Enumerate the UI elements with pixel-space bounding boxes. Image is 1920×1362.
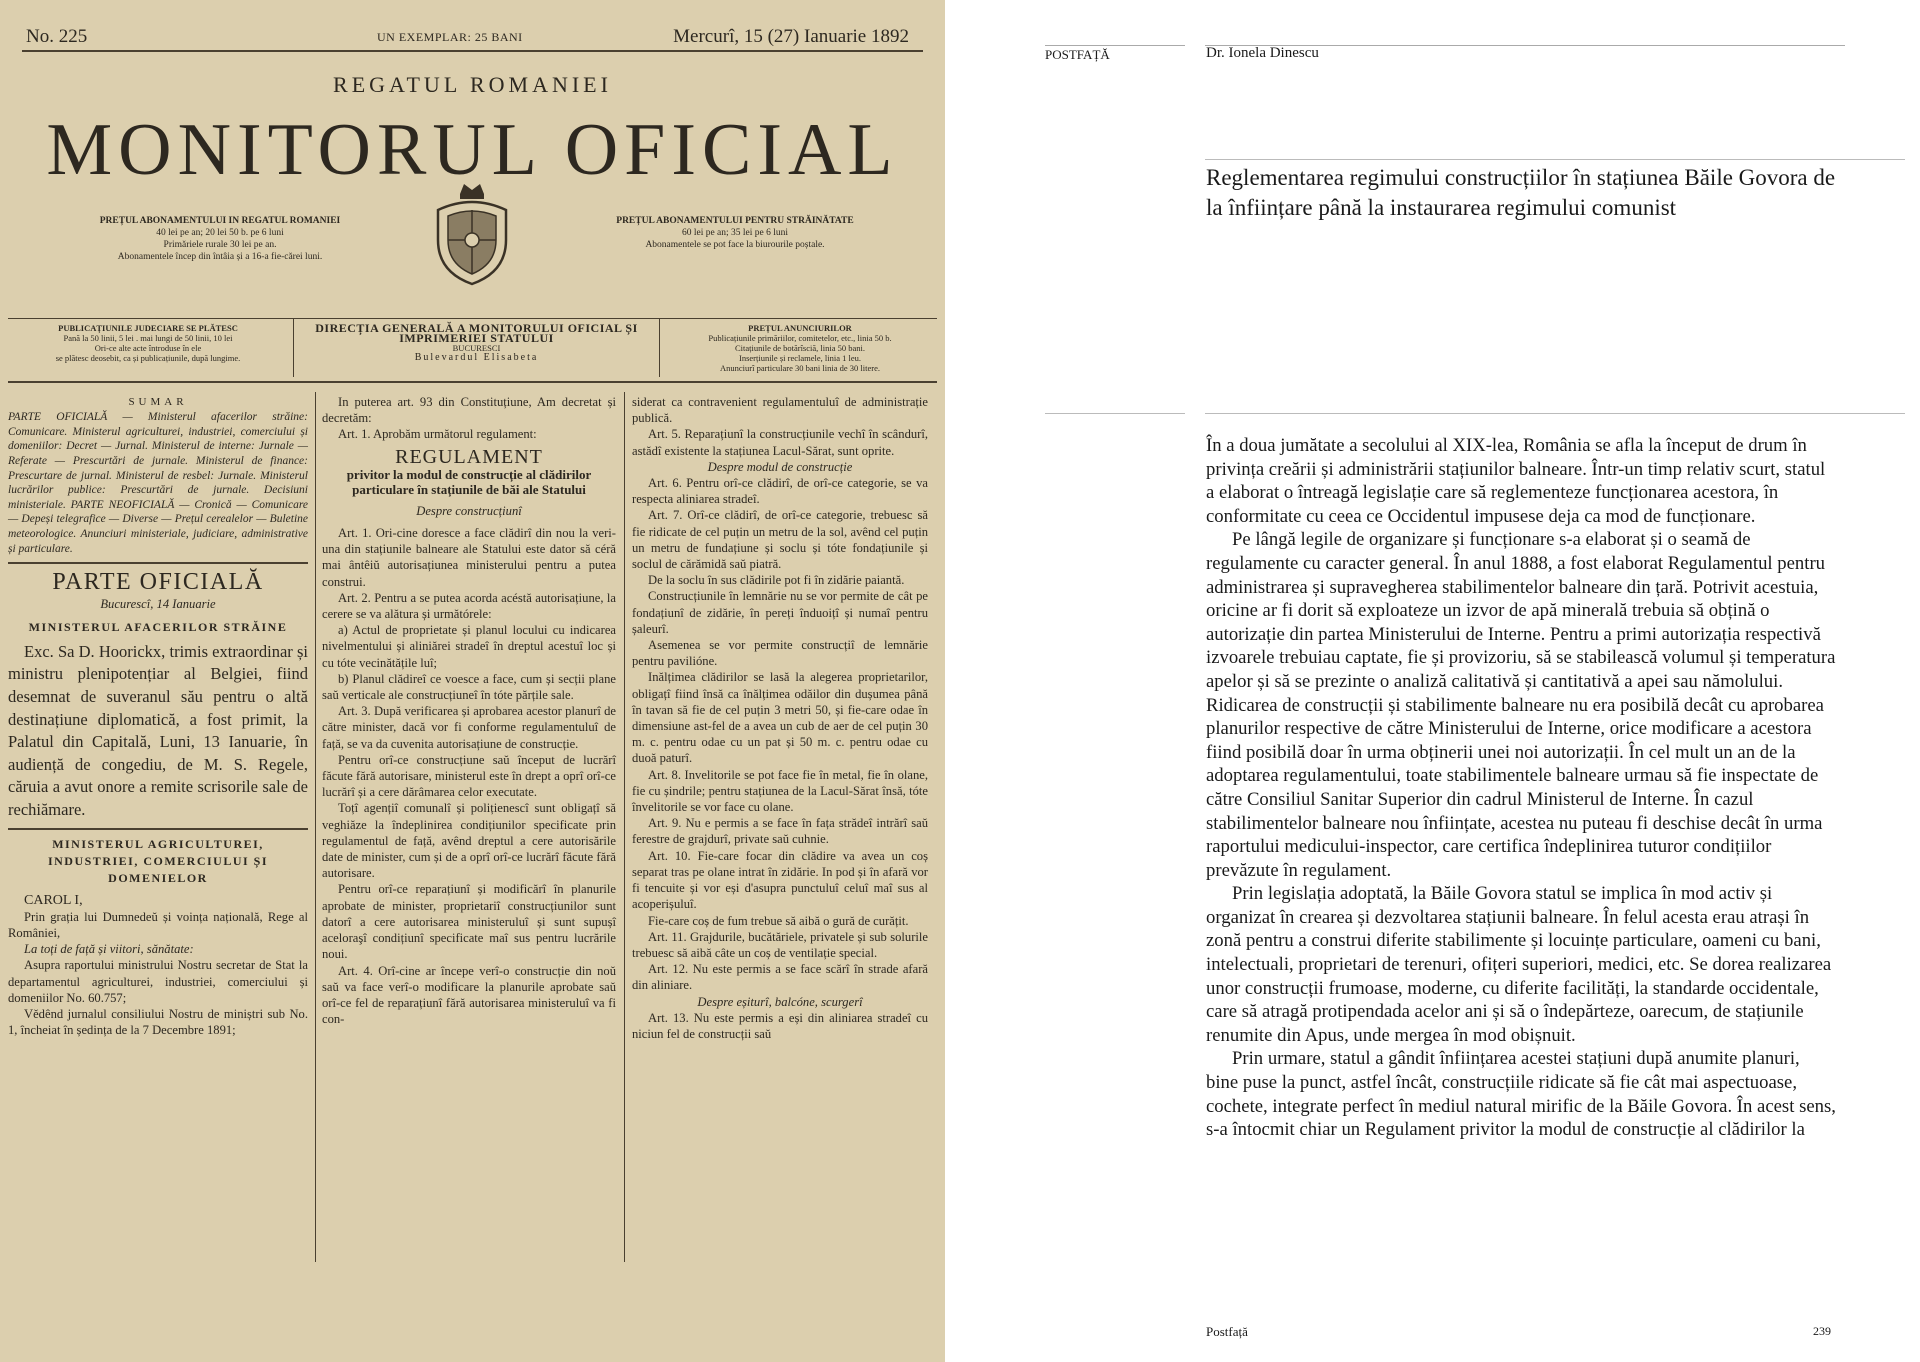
info-band (8, 318, 937, 383)
newspaper-page (0, 0, 945, 1362)
paragraph: Prin legislația adoptată, la Băile Govora statul se implica în mod activ și organizat în crearea și dezvoltarea stațiunii balneare. În felul acesta erau atrași în zonă pentru a construi diferite stabilimente și locuințe particulare, oameni cu bani, intelectuali, proprietari de terenuri, ofițeri superiori, medici, etc. Se dorea realizarea unor construcții frumoase, moderne, cu diferite facilități, la standarde occidentale, care să atragă protipendada acelor ani și să o îndepărteze, oarecum, de stațiunile renumite din Apus, unde mergea în mod obișnuit. (1206, 883, 1832, 1046)
article-text: a) Actul de proprietate și planul locului cu indicarea nivelmentului și aliniărei stradeî în dreptul acestuî loc și cu tóte vecinătățile luî; (322, 623, 616, 670)
issue-price: UN EXEMPLAR: 25 BANI (377, 30, 523, 44)
newspaper-column-3 (632, 394, 928, 1042)
divider (8, 562, 308, 564)
band-line: Pană la 50 linii, 5 lei . mai lungi de 50 linii, 10 lei (63, 333, 233, 343)
article-text: siderat ca contravenient regulamentuluî de administrație publică. (632, 395, 928, 426)
place-date: Bucurescî, 14 Ianuarie (100, 597, 216, 612)
paragraph: Prin urmare, statul a gândit înființarea acestei stațiuni după anumite planuri, bine puse la punct, astfel încât, construcțiile ridicate să fie cât mai aspectuoase, cochete, integrate perfect în mediul natural mirific de la Băile Govora. În acest sens, s-a întocmit chiar un Regulament privitor la modul de construcție al clădirilor la (1206, 1048, 1836, 1141)
issue-number: No. 225 (26, 26, 88, 47)
band-line: PUBLICAȚIUNILE JUDECIARE SE PLĂTESC (58, 323, 238, 333)
paragraph: În a doua jumătate a secolului al XIX-lea, România se afla la început de drum în privința creării și administrării stațiunilor balneare. Într-un timp relativ scurt, statul a elaborat o întreagă legislație care să reglementeze funcționarea acestora, în conformitate cu ceea ce Occidentul impusese deja ca mod de funcționare. (1206, 435, 1826, 527)
subs-line: Primăriele rurale 30 lei pe an. (163, 240, 277, 250)
subs-line: 60 lei pe an; 35 lei pe 6 luni (681, 228, 789, 238)
king-name: CAROL I, (24, 892, 83, 908)
subscription-foreign (580, 215, 890, 251)
subs-line: Abonamentele se pot face la biurourile poștale. (645, 240, 825, 250)
article-text: Inălțimea clădirilor se lasă la alegerea proprietarilor, obligațî fiind însă ca înălțimea odăilor din dușumea până în tavan să fie de cel puțin 3 metri 50, și fie-care odae în dimensiune ast-fel de a avea un cub de aer de cel puțin 30 m. c. pentru odae cu un pat și 50 m. c. pentru odae cu duoă paturî. (632, 670, 928, 766)
article-text: Asemenea se vor permite construcțiî de lemnărie pentru pavilióne. (632, 638, 928, 669)
book-page (945, 0, 1920, 1362)
decree-text: Vědênd jurnalul consiliului Nostru de miniștri sub No. 1, încheiat în ședința de la 7 Decembre 1891; (8, 1006, 308, 1038)
directorate (293, 319, 660, 377)
directorate-name: DIRECȚIA GENERALĂ A MONITORULUI OFICIAL ȘI IMPRIMERIEI STATULUI (315, 321, 638, 345)
divider (8, 828, 308, 830)
article-text: Art. 6. Pentru orî-ce clădirî, de orî-ce categorie, se va respecta aliniarea stradeî. (632, 476, 928, 507)
newspaper-column-2 (322, 394, 616, 1027)
band-line: Ori-ce alte acte întroduse în ele (94, 343, 202, 353)
issue-date: Mercurî, 15 (27) Ianuarie 1892 (673, 26, 909, 47)
author-name: Dr. Ionela Dinescu (1206, 45, 1319, 61)
official-part-heading: PARTE OFICIALĂ (52, 569, 264, 596)
article-text: Fie-care coș de fum trebue să aibă o gură de curățit. (648, 913, 909, 928)
body-text (1206, 434, 1836, 1142)
article-text: Art. 4. Orî-cine ar începe verî-o construcție din noŭ saŭ va face verî-o modificare la planurile aprobate saŭ orî-ce fel de reparațiunî fără autorisarea ministeruluî va fi con- (322, 963, 616, 1027)
running-footer: Postfață (1206, 1324, 1248, 1339)
newspaper-column-1 (8, 394, 308, 1038)
subs-line: 40 lei pe an; 20 lei 50 b. pe 6 luni (156, 228, 284, 238)
coat-of-arms-icon (430, 180, 514, 290)
article-text: De la soclu în sus clădirile pot fi în zidărie paiantă. (648, 573, 905, 588)
article-text: Pentru orî-ce reparațiunî și modificărî în planurile aprobate de minister, proprietariî construcțiunilor sunt datorî a cere autorisarea ministeruluî și sunt supușî aceloraşî condițiunî specificate maî sus pentru lucrările noui. (322, 882, 616, 962)
section-heading: Despre construcțiunî (416, 503, 522, 518)
article-text: Art. 1. Ori-cine doresce a face clădirî din nou la veri-una din stațiunile balneare ale Statului este dator să céră mai ântêiŭ autorisațiunea ministerului pentru a putea construi. (322, 526, 616, 589)
regulation-heading: REGULAMENT (395, 445, 543, 468)
summary-text: PARTE OFICIALĂ — Ministerul afacerilor străine: Comunicare. Ministerul agriculturei, industriei, comerciului și domeniilor: Decret — Jurnal. Ministerul de interne: Jurnale — Referate — Prescurtări de jurnale. Ministerul de finance: Prescurtare de jurnal. Ministerul de resbel: Jurnale. Ministerul lucrărilor publice: Prescurtări de jurnale. Decisiuni ministeriale. PARTE NEOFICIALĂ — Cronică — Comunicare — Depeși telegrafice — Diverse — Prețul cerealelor — Buletine meteorologice. Anunciuri ministeriale, judiciare, administrative și particulare. (8, 411, 308, 555)
decree-text: Asupra raportului ministrului Nostru secretar de Stat la departamentul agriculturei, industriei, comerciului și domeniilor No. 60.757; (8, 958, 308, 1005)
advert-prices (663, 323, 937, 373)
title-rule (1205, 159, 1905, 160)
article-text: Art. 10. Fie-care focar din clădire va avea un coș separat tras pe olane intrat în zidărie. In pod și în afară vor fi tencuite și vor eși d'asupra punctuluî celuî maî sus al acoperișuluî. (632, 848, 928, 912)
decree-text: In puterea art. 93 din Constituțiune, Am decretat și decretăm: (322, 395, 616, 426)
header-rule (1045, 45, 1185, 46)
directorate-address: Bulevardul Elisabeta (414, 352, 539, 363)
article-text: Art. 7. Orî-ce clădirî, de orî-ce categorie, trebuesc să fie ridicate de cel puțin un metru de la sol, avênd cel puțin un metru de fundațiune și soclu și tóte fondațiunile și soclul de cărămidă saŭ piatră. (632, 508, 928, 572)
masthead: MONITORUL OFICIAL (46, 109, 899, 191)
judicial-fees (8, 323, 288, 363)
directorate-city: BUCURESCI (452, 343, 501, 353)
section-heading: Despre eșiturî, balcóne, scurgerî (697, 994, 863, 1009)
band-line: Anunciurî particulare 30 bani linia de 30 litere. (719, 363, 881, 373)
announcement-text: Exc. Sa D. Hoorickx, trimis extraordinar și ministru plenipotențiar al Belgiei, fiind desemnat de suveranul său pentru o altă destinațiune diplomatică, a fost primit, la Palatul din Capitală, Luni, 13 Ianuarie, în audiență de congediu, de M. S. Regele, căruia a avut onore a remite scrisorile sale de rechiămare. (8, 641, 308, 819)
section-label: POSTFAȚĂ (1045, 47, 1110, 62)
band-line: Publicațiunile primăriilor, comitetelor, etc., linia 50 b. (708, 333, 892, 343)
band-line: Citațiunile de botărîsciă, linia 50 bani. (734, 343, 866, 353)
newspaper-header-bar (22, 24, 923, 52)
subs-line: PREȚUL ABONAMENTULUI PENTRU STRĂINĂTATE (616, 216, 854, 226)
body-rule (1045, 413, 1185, 414)
article-text: Art. 9. Nu e permis a se face în fața strădeî intrărî saŭ ferestre de grajdurî, private saŭ cuhnie. (632, 816, 928, 847)
article-text: Art. 2. Pentru a se putea acorda acéstă autorisațiune, la cerere se va alătura și următórele: (322, 590, 616, 622)
ministry-heading: MINISTERUL AFACERILOR STRĂINE (28, 619, 288, 634)
article-text: Toțî agențiî comunalî și polițienescî sunt obligațî să veghiăze la îndeplinirea condițiunilor specificate prin regulamentul de față, avênd dreptul a cere autorisările date de minister, cum și de a oprî orî-ce lucrărî făcute fără autorisare. (322, 801, 616, 881)
article-text: Art. 8. Invelitorile se pot face fie în metal, fie în olane, fie cu șindrile; pentru stațiunea de la Lacul-Sărat însă, tóte învelitorile se vor face cu olane. (632, 767, 928, 815)
kingdom-title: REGATUL ROMANIEI (333, 72, 612, 97)
body-rule (1205, 413, 1905, 414)
band-line: Inserțiunile și reclamele, linia 1 leu. (738, 353, 862, 363)
subs-line: PREȚUL ABONAMENTULUI IN REGATUL ROMANIEI (99, 216, 341, 226)
article-text: Pentru orî-ce construcțiune saŭ început de lucrărî făcute fără autorisare, ministerul este în drept a oprî orî-ce lucrărî și a cere dărâmarea celor executate. (322, 752, 616, 800)
article-text: Art. 1. Aprobăm următorul regulament: (338, 427, 537, 442)
decree-text: La toți de față și viitori, sănătate: (24, 942, 194, 957)
regulation-subtitle: privitor la modul de construcție al clădirilor particulare în stațiunile de băi ale Statului (346, 466, 592, 497)
subs-line: Abonamentele încep din întâia și a 16-a fie-cărei luni. (117, 252, 323, 262)
band-line: se plătesc deosebit, ca și publicațiunile, după lungime. (55, 353, 241, 363)
decree-text: Prin grația lui Dumnedeŭ și voința națională, Rege al României, (8, 909, 308, 940)
article-text: Art. 5. Reparațiunî la construcțiunile vechî în scândurî, astădî existente la stațiunea Lacul-Sărat, sunt oprite. (632, 427, 928, 458)
article-text: Art. 11. Grajdurile, bucătăriele, privatele și sub solurile trebuesc să aibă câte un coș de ventilație special. (632, 929, 928, 960)
ministry-heading: MINISTERUL AGRICULTUREI, INDUSTRIEI, COMERCIULUI ȘI DOMENIELOR (47, 836, 269, 885)
article-text: b) Planul clădireî ce voesce a face, cum și secții plane saŭ verticale ale construcțiuneî în tóte părțile sale. (322, 671, 616, 703)
summary-heading: SUMAR (128, 396, 188, 408)
article-text: Construcțiunile în lemnărie nu se vor permite de cât pe fondațiunî de zidărie, în pereți înduoițî și numaî pentru șaleurî. (632, 589, 928, 636)
chapter-title: Reglementarea regimului construcțiilor în stațiunea Băile Govora de la înființare până la instaurarea regimului comunist (1206, 165, 1836, 220)
band-line: PREȚUL ANUNCIURILOR (748, 323, 852, 333)
article-text: Art. 13. Nu este permis a eși din aliniarea stradeî cu niciun fel de construcții saŭ (632, 1010, 928, 1041)
newspaper-columns (0, 394, 945, 1354)
subscription-domestic (70, 215, 370, 263)
page-number: 239 (1813, 1324, 1831, 1338)
article-text: Art. 12. Nu este permis a se face scărî în strade afară din aliniare. (632, 962, 928, 993)
section-heading: Despre modul de construcție (707, 459, 853, 474)
article-text: Art. 3. După verificarea și aprobarea acestor planurî de către minister, dacă vor fi conforme regulamentuluî de față, se va da cuvenita autorisațiune de construcție. (322, 704, 616, 751)
paragraph: Pe lângă legile de organizare și funcționare s-a elaborat și o seamă de regulamente cu caracter general. În anul 1888, a fost elaborat Regulamentul pentru administrarea și supravegherea stabilimentelor balneare din țară. Potrivit acestuia, oricine ar fi dorit să exploateze un izvor de apă minerală trebuia să obțină o autorizație din partea Ministerului de Interne. Pentru a primi autorizația respectivă izvoarele trebuiau captate, fie și provizoriu, să se stabilească volumul și temperatura apelor și să se prezinte o analiză calitativă și cantitativă a apei sau nămolului. Ridicarea de construcții și stabilimente balneare nu era posibilă decât cu aprobarea planurilor respective de către Ministerului de Interne, orice modificare a acestora fiind posibilă doar în urma obținerii unei noi autorizații. În cel mult un an de la adoptarea regulamentului, toate stabilimentele balneare urmau să fie inspectate de către Consiliul Sanitar Superior din cadrul Ministerul de Interne. În cazul stabilimentelor balneare nou înființate, acestea nu puteau fi deschise decât în urma raportului medicului-inspector, care certifica îndeplinirea tuturor condițiilor prevăzute în regulament. (1206, 529, 1836, 881)
